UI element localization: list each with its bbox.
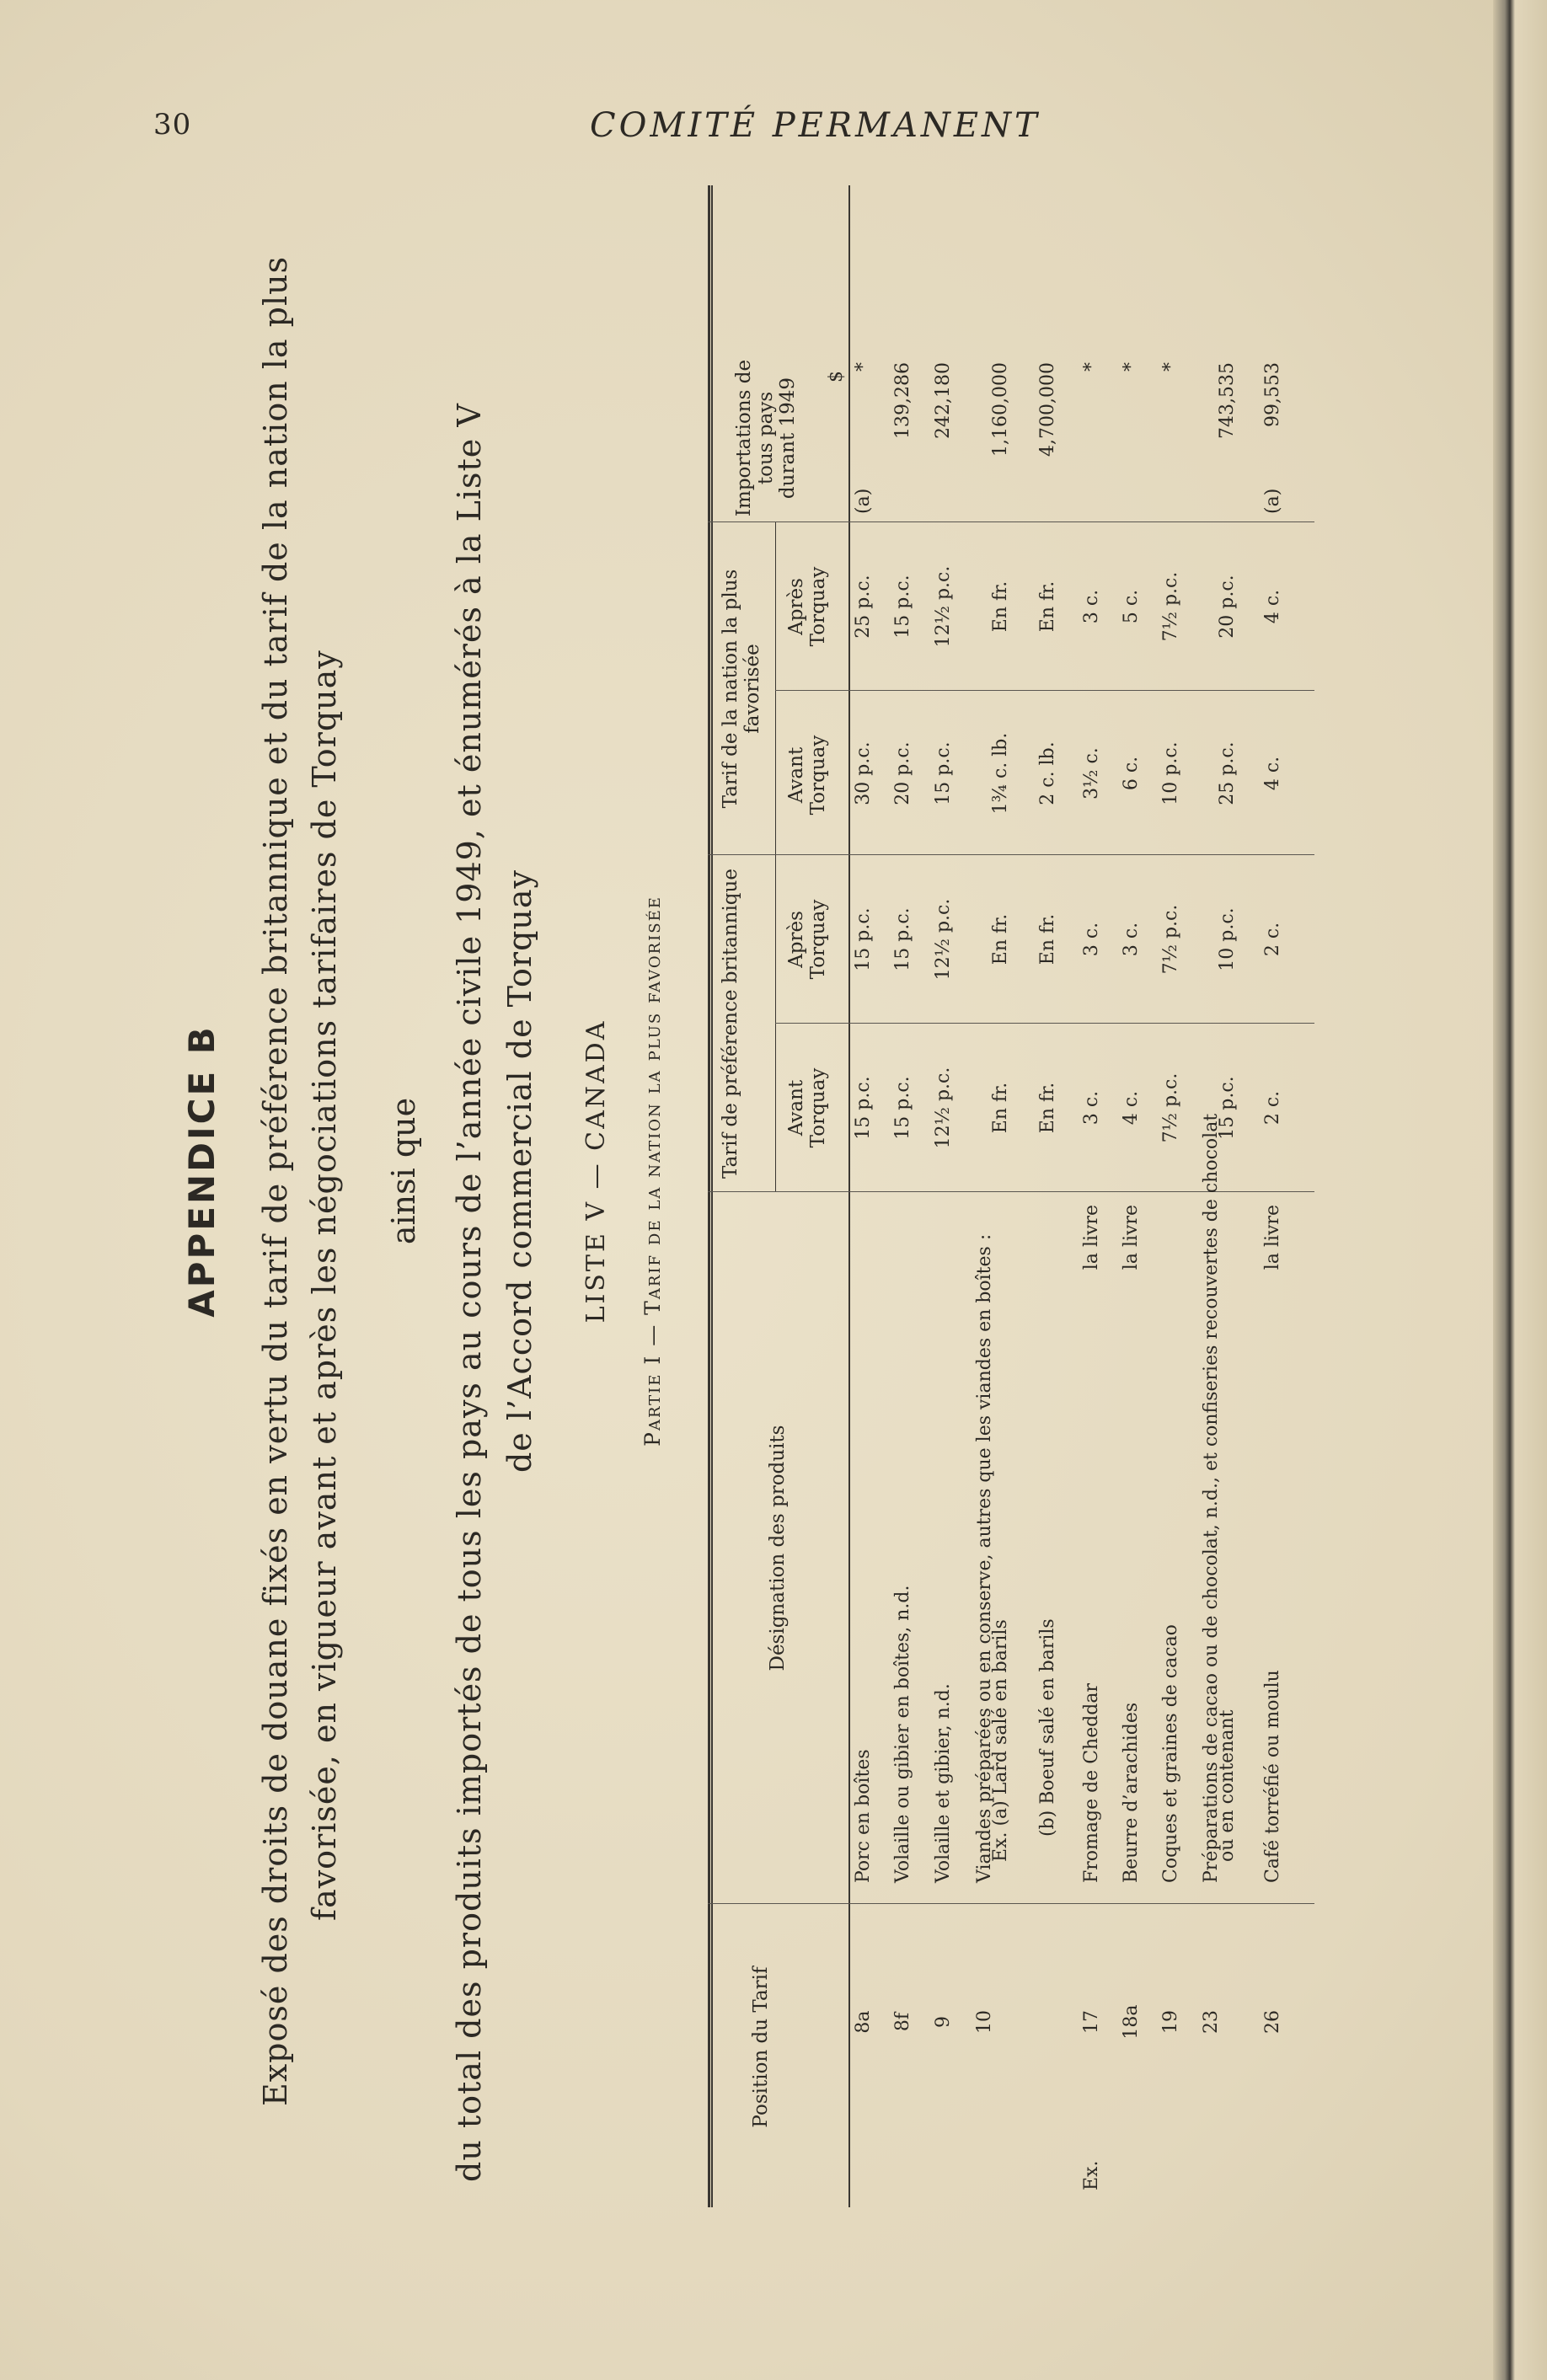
position-code: 26 xyxy=(1261,2010,1283,2034)
product-description: Coques et graines de cacao xyxy=(1160,1624,1182,1883)
product-description: Volaille et gibier, n.d. xyxy=(932,1683,954,1883)
pref-apres-value: En fr. xyxy=(990,913,1012,965)
position-code: 8f xyxy=(892,2012,914,2032)
rotated-content xyxy=(0,135,1314,2207)
pref-apres-value: 7½ p.c. xyxy=(1160,904,1182,975)
imports-note: (a) xyxy=(1261,488,1283,514)
intro-line-1: Exposé des droits de douane fixés en vertu du tarif de préférence britannique et du tarif de la nation la plus xyxy=(257,255,294,2106)
pref-apres-value: 15 p.c. xyxy=(852,907,874,971)
running-head-title: COMITÉ PERMANENT xyxy=(590,106,1041,145)
nat-avant-value: 25 p.c. xyxy=(1217,741,1239,805)
intro-line-4: du total des produits importés de tous les pays au cours de l’année civile 1949, et énumérés à la Liste V xyxy=(451,403,488,2182)
product-description: Café torréfié ou moulu xyxy=(1261,1670,1283,1883)
position-code: 9 xyxy=(932,2016,954,2028)
imports-value: * xyxy=(1121,362,1143,372)
appendix-heading: APPENDICE B xyxy=(181,1024,222,1318)
product-description: Fromage de Cheddar xyxy=(1080,1682,1102,1883)
imports-value: 743,535 xyxy=(1217,362,1239,439)
product-description: ou en contenant xyxy=(1217,1709,1239,1862)
header-designation: Désignation des produits xyxy=(767,1425,789,1671)
header-pref-apres: Après Torquay xyxy=(785,899,829,980)
nat-apres-value: 25 p.c. xyxy=(852,575,874,639)
product-description: Ex. (a) Lard salé en barils xyxy=(990,1619,1012,1862)
pref-avant-value: 2 c. xyxy=(1261,1090,1283,1126)
header-imports: Importations de tous pays durant 1949 xyxy=(733,359,799,517)
liste-title: LISTE V — CANADA xyxy=(581,1019,611,1324)
position-code: 23 xyxy=(1200,2010,1222,2034)
partie-title: Partie I — Tarif de la nation la plus favorisée xyxy=(640,896,665,1447)
product-description: Viandes préparées ou en conserve, autres que les viandes en boîtes : xyxy=(973,1233,995,1883)
pref-avant-value: 3 c. xyxy=(1080,1090,1102,1126)
pref-avant-value: 12½ p.c. xyxy=(932,1067,954,1149)
intro-line-2: favorisée, en vigueur avant et après les négociations tarifaires de Torquay xyxy=(306,650,343,1921)
header-nation-group: Tarif de la nation la plus favorisée xyxy=(720,569,763,809)
pref-avant-value: 4 c. xyxy=(1121,1090,1143,1126)
page-number: 30 xyxy=(153,108,192,142)
pref-avant-value: 15 p.c. xyxy=(892,1076,914,1140)
pref-avant-value: 15 p.c. xyxy=(1217,1076,1239,1140)
nat-apres-value: En fr. xyxy=(1037,580,1059,633)
header-pref-avant: Avant Torquay xyxy=(785,1067,829,1148)
position-code: 10 xyxy=(973,2010,995,2034)
pref-apres-value: 3 c. xyxy=(1121,922,1143,957)
pref-avant-value: 15 p.c. xyxy=(852,1076,874,1140)
nat-apres-value: 7½ p.c. xyxy=(1160,571,1182,642)
nat-apres-value: 4 c. xyxy=(1261,589,1283,624)
product-description: Volaille ou gibier en boîtes, n.d. xyxy=(892,1585,914,1883)
imports-value: 99,553 xyxy=(1261,362,1283,427)
intro-line-3: ainsi que xyxy=(385,1097,422,1245)
nat-apres-value: 12½ p.c. xyxy=(932,565,954,648)
header-pref-group: Tarif de préférence britannique xyxy=(720,869,741,1179)
pref-apres-value: 10 p.c. xyxy=(1217,907,1239,971)
nat-apres-value: En fr. xyxy=(990,580,1012,633)
imports-value: 139,286 xyxy=(892,362,914,439)
pref-apres-value: 2 c. xyxy=(1261,922,1283,957)
nat-apres-value: 5 c. xyxy=(1121,589,1143,624)
header-position: Position du Tarif xyxy=(750,1966,772,2128)
nat-avant-value: 15 p.c. xyxy=(932,741,954,805)
nat-avant-value: 6 c. xyxy=(1121,756,1143,791)
imports-value: * xyxy=(1160,362,1182,372)
pref-avant-value: En fr. xyxy=(1037,1082,1059,1134)
unit-label: la livre xyxy=(1080,1205,1102,1270)
nat-avant-value: 10 p.c. xyxy=(1160,741,1182,805)
header-nat-avant: Avant Torquay xyxy=(785,735,829,816)
table-body xyxy=(708,185,1314,2207)
intro-line-5: de l’Accord commercial de Torquay xyxy=(501,869,538,1473)
position-code: 19 xyxy=(1160,2010,1182,2034)
nat-avant-value: 3½ c. xyxy=(1080,747,1102,800)
currency-symbol: $ xyxy=(826,371,847,382)
product-description: Beurre d’arachides xyxy=(1121,1702,1143,1883)
imports-note: (a) xyxy=(852,488,874,514)
nat-avant-value: 1¾ c. lb. xyxy=(990,732,1012,815)
nat-avant-value: 30 p.c. xyxy=(852,741,874,805)
position-code: 18a xyxy=(1121,2004,1143,2040)
imports-value: * xyxy=(852,362,874,372)
page-binding-edge xyxy=(1493,0,1547,2380)
product-description: Porc en boîtes xyxy=(852,1749,874,1883)
pref-apres-value: 12½ p.c. xyxy=(932,898,954,981)
unit-label: la livre xyxy=(1261,1205,1283,1270)
imports-value: 4,700,000 xyxy=(1037,362,1059,457)
header-nat-apres: Après Torquay xyxy=(785,566,829,647)
pref-avant-value: En fr. xyxy=(990,1082,1012,1134)
nat-avant-value: 4 c. xyxy=(1261,756,1283,791)
pref-apres-value: 3 c. xyxy=(1080,922,1102,957)
nat-apres-value: 3 c. xyxy=(1080,589,1102,624)
imports-value: 242,180 xyxy=(932,362,954,439)
product-description: Préparations de cacao ou de chocolat, n.d., et confiseries recouvertes de chocolat xyxy=(1200,1113,1222,1883)
position-code: 8a xyxy=(852,2010,874,2034)
pref-avant-value: 7½ p.c. xyxy=(1160,1072,1182,1143)
nat-avant-value: 20 p.c. xyxy=(892,741,914,805)
product-description: (b) Boeuf salé en barils xyxy=(1037,1618,1059,1837)
position-prefix: Ex. xyxy=(1080,2160,1102,2190)
pref-apres-value: 15 p.c. xyxy=(892,907,914,971)
unit-label: la livre xyxy=(1121,1205,1143,1270)
imports-value: * xyxy=(1080,362,1102,372)
pref-apres-value: En fr. xyxy=(1037,913,1059,965)
position-code: 17 xyxy=(1080,2010,1102,2034)
nat-avant-value: 2 c. lb. xyxy=(1037,741,1059,805)
nat-apres-value: 20 p.c. xyxy=(1217,575,1239,639)
tariff-table xyxy=(708,185,1314,2207)
nat-apres-value: 15 p.c. xyxy=(892,575,914,639)
imports-value: 1,160,000 xyxy=(990,362,1012,457)
